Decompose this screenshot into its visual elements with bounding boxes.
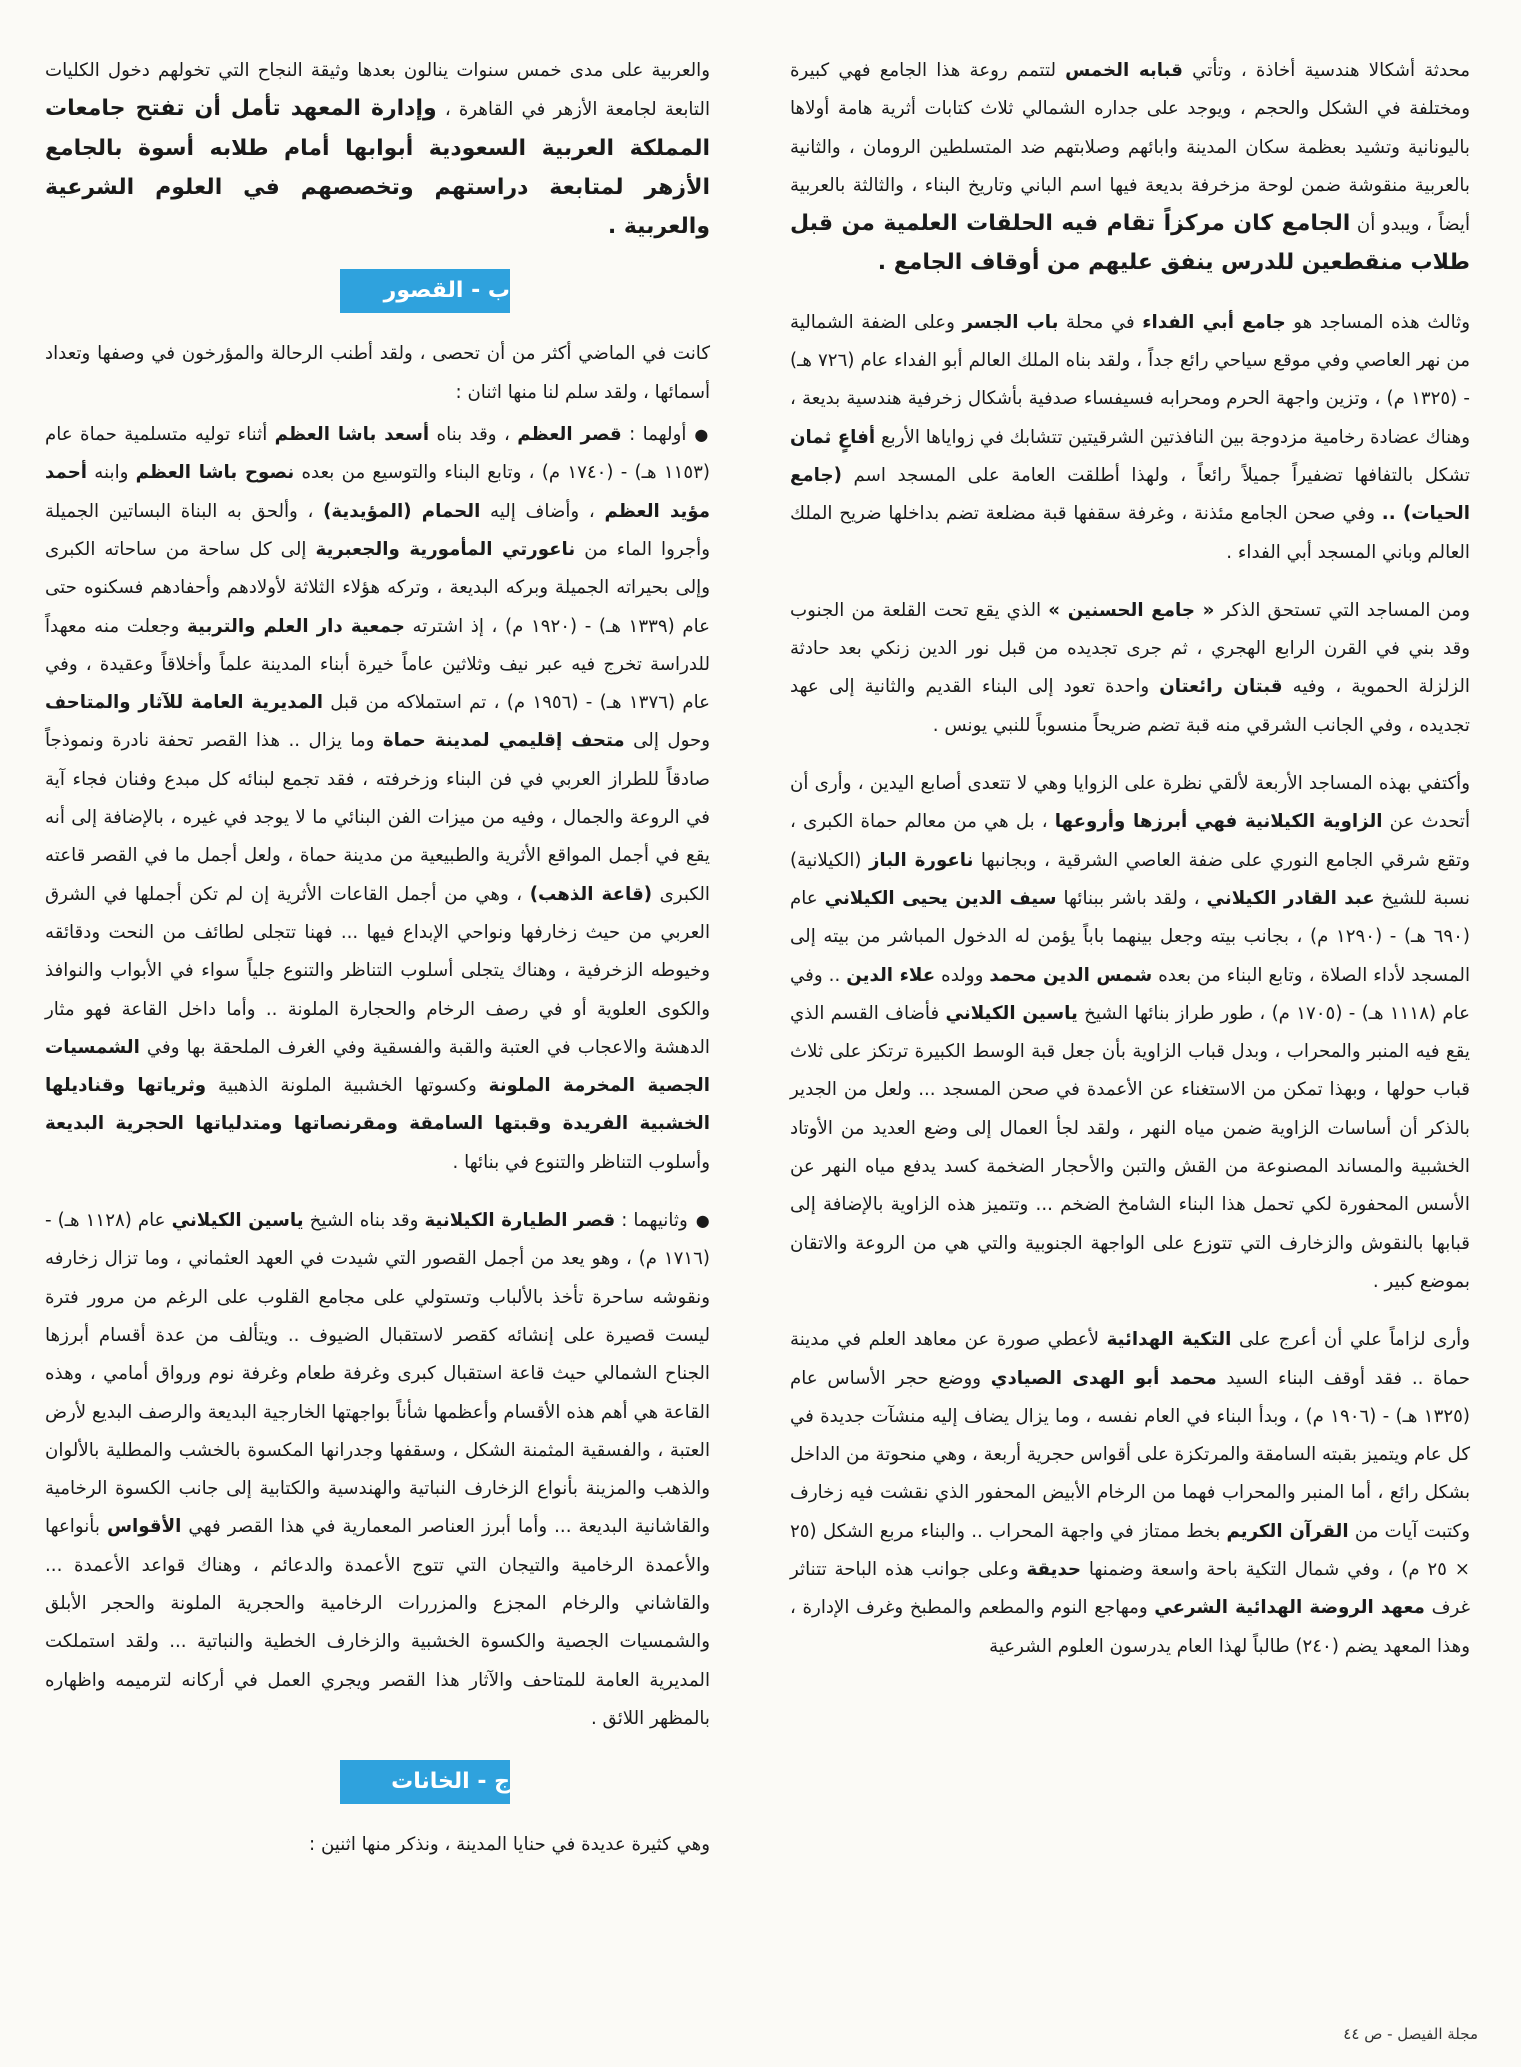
paragraph-kilaniya-zawiya: وأكتفي بهذه المساجد الأربعة لألقي نظرة على الزوايا وهي لا تتعدى أصابع اليدين ، وأرى أن أتحدث عن الزاوية الكيلانية فهي أبرزها وأروعها ، بل هي من معالم حماة الكبرى ، وتقع شرقي الجامع النوري على ضفة العاصي الشرقية ، وبجانبها ناعورة الباز (الكيلانية) نسبة للشيخ عبد القادر الكيلاني ، ولقد باشر ببنائها سيف الدين يحيى الكيلاني عام (٦٩٠ هـ) - (١٢٩٠ م) ، بجانب بيته وجعل بينهما باباً يؤمن له الدخول المباشر من بيته إلى المسجد لأداء الصلاة ، وتابع البناء من بعده شمس الدين محمد وولده علاء الدين .. وفي عام (١١١٨ هـ) - (١٧٠٥ م) ، طور طراز بنائها الشيخ ياسين الكيلاني فأضاف القسم الذي يقع فيه المنبر والمحراب ، وبدل قباب الزاوية بأن جعل قبة الوسط الكبيرة ترتكز على ثلاث قباب حولها ، وبهذا تمكن من الاستغناء عن الأعمدة في صحن المسجد ... ولعل من الجدير بالذكر أن أساسات الزاوية ضمن مياه النهر ، ولقد لجأ العمال إلى وضع العديد من الأوتاد الخشبية والمساند المصنوعة من القش والتبن والأحجار الضخمة كسد يدفع مياه النهر عن الأسس المحفورة لكي تحمل هذا البناء الشامخ الضخم ... وتتميز هذه الزاوية بالإضافة إلى قبابها بالنقوش والزخارف التي تتوزع على الواجهة الجنوبية والتي هي من الروعة والاتقان بموضع كبير . (790, 773, 1471, 1292)
paragraph-abu-al-fida-mosque: وثالث هذه المساجد هو جامع أبي الفداء في محلة باب الجسر وعلى الضفة الشمالية من نهر العاصي وفي موقع سياحي رائع جداً ، ولقد بناه الملك العالم أبو الفداء عام (٧٢٦ هـ) - (١٣٢٥ م) ، وتزين واجهة الحرم ومحرابه فسيفساء صدفية بأشكال زخرفية هندسية بديعة ، وهناك عضادة رخامية مزدوجة بين النافذتين الشرقيتين تتشابك في زواياها الأربع أفاعٍ ثمان تشكل بالتفافها تضفيراً جميلاً رائعاً ، ولهذا أطلقت العامة على المسجد اسم (جامع الحيات) .. وفي صحن الجامع مئذنة ، وغرفة سقفها قبة مضلعة تضم بداخلها ضريح الملك العالم وباني المسجد أبي الفداء . (790, 311, 1471, 563)
section-heading-khans: ج - الخانات (340, 1760, 510, 1804)
paragraph-hasanayn-mosque: ومن المساجد التي تستحق الذكر « جامع الحسنين » الذي يقع تحت القلعة من الجنوب وقد بني في القرن الرابع الهجري ، ثم جرى تجديده من قبل نور الدين زنكي بعد حادثة الزلزلة الحموية ، وفيه قبتان رائعتان واحدة تعود إلى البناء القديم والثانية إلى عهد تجديده ، وفي الجانب الشرقي منه قبة تضم ضريحاً منسوباً للنبي يونس . (790, 599, 1471, 736)
paragraph-palaces-intro: كانت في الماضي أكثر من أن تحصى ، ولقد أطنب الرحالة والمؤرخون في وصفها وتعداد أسمائها ، ولقد سلم لنا منها اثنان : (45, 343, 710, 403)
paragraph-azm-palace: ● أولهما : قصر العظم ، وقد بناه أسعد باشا العظم أثناء توليه متسلمية حماة عام (١١٥٣ هـ) - (١٧٤٠ م) ، وتابع البناء والتوسيع من بعده نصوح باشا العظم وابنه أحمد مؤيد العظم ، وأضاف إليه الحمام (المؤيدية) ، وألحق به البناة البساتين الجميلة وأجروا الماء من ناعورتي المأمورية والجعبرية إلى كل ساحة من ساحاته الكبرى وإلى بحيراته الجميلة وبركه البديعة ، وتركه هؤلاء الثلاثة لأولادهم وأحفادهم فسكنوه حتى عام (١٣٣٩ هـ) - (١٩٢٠ م) ، إذ اشترته جمعية دار العلم والتربية وجعلت منه معهداً للدراسة تخرج فيه عبر نيف وثلاثين عاماً خيرة أبناء المدينة علماً وأخلاقاً وعقيدة ، وفي عام (١٣٧٦ هـ) - (١٩٥٦ م) ، تم استملاكه من قبل المديرية العامة للآثار والمتاحف وحول إلى متحف إقليمي لمدينة حماة وما يزال .. هذا القصر تحفة نادرة ونموذجاً صادقاً للطراز العربي في فن البناء وزخرفته ، فقد تجمع لبنائه كل مبدع وفنان فجاء آية في الروعة والجمال ، وفيه من ميزات الفن البنائي ما لا يوجد في غيره ، بالإضافة إلى أنه يقع في أجمل المواقع الأثرية والطبيعية من مدينة حماة ، ولعل أجمل ما في القصر قاعته الكبرى (قاعة الذهب) ، وهي من أجمل القاعات الأثرية إن لم تكن أجملها في الشرق العربي من حيث زخارفها ونواحي الإبداع فيها ... فهنا تتجلى لطائف من النحت ودقائقه وخيوطه الزخرفية ، وهناك يتجلى أسلوب التناظر والتنوع جلياً سواء في الأبواب والنوافذ والكوى العلوية أو في رصف الرخام والحجارة الملونة .. وأما داخل القاعة فهو مثار الدهشة والاعجاب في العتبة والقبة والفسقية وفي الغرف الملحقة بها وفي الشمسيات الجصية المخرمة الملونة وكسوتها الخشبية الملونة الذهبية وثرياتها وقناديلها الخشبية الفريدة وقبتها السامقة ومقرنصاتها ومتدلياتها الحجرية البديعة وأسلوب التناظر والتنوع في بنائها . (45, 416, 710, 1182)
bullet-icon (688, 1210, 710, 1231)
paragraph-khans-intro: وهي كثيرة عديدة في حنايا المدينة ، ونذكر منها اثنين : (309, 1834, 710, 1856)
paragraph-hudaiya-takiya: وأرى لزاماً علي أن أعرج على التكية الهدائية لأعطي صورة عن معاهد العلم في مدينة حماة .. فقد أوقف البناء السيد محمد أبو الهدى الصيادي ووضع حجر الأساس عام (١٣٢٥ هـ) - (١٩٠٦ م) ، وبدأ البناء في العام نفسه ، وما يزال يضاف إليه منشآت جديدة في كل عام ويتميز بقبته السامقة والمرتكزة على أقواس حجرية أربعة ، وهي منحوتة من الداخل بشكل رائع ، أما المنبر والمحراب فهما من الرخام الأبيض المحفور الذي نقشت فيه زخارف وكتبت آيات من القرآن الكريم بخط ممتاز في واجهة المحراب .. والبناء مربع الشكل (٢٥ × ٢٥ م) ، وفي شمال التكية باحة واسعة وضمنها حديقة وعلى جوانب هذه الباحة تتناثر غرف معهد الروضة الهدائية الشرعي ومهاجع النوم والمطعم والمطبخ وغرف الإدارة ، وهذا المعهد يضم (٢٤٠) طالباً لهذا العام يدرسون العلوم الشرعية (790, 1329, 1471, 1657)
paragraph-institute-continuation: والعربية على مدى خمس سنوات ينالون بعدها وثيقة النجاح التي تخولهم دخول الكليات التابعة لجامعة الأزهر في القاهرة ، وإدارة المعهد تأمل أن تفتح جامعات المملكة العربية السعودية أبوابها أمام طلابه أسوة بالجامع الأزهر لمتابعة دراستهم وتخصصهم في العلوم الشرعية والعربية . (45, 60, 711, 240)
page-footer: مجلة الفيصل - ص ٤٤ (1343, 2025, 1478, 2043)
paragraph-tayyara-palace: ● وثانيهما : قصر الطيارة الكيلانية وقد بناه الشيخ ياسين الكيلاني عام (١١٢٨ هـ) - (١٧١٦ م) ، وهو يعد من أجمل القصور التي شيدت في العهد العثماني ، وما تزال زخارفه ونقوشه ساحرة تأخذ بالألباب وتستولي على مجامع القلوب على الرغم من مرور فترة ليست قصيرة على إنشائه كقصر لاستقبال الضيوف .. ويتألف من عدة أقسام أبرزها الجناح الشمالي حيث قاعة استقبال كبرى وغرفة طعام وغرفة نوم ورواق أمامي ، وهذه القاعة هي أهم هذه الأقسام وأعظمها شأناً بواجهتها الخارجية البديعة والرصف البديع لأرض العتبة ، والفسقية المثمنة الشكل ، وسقفها وجدرانها المكسوة بالخشب والمطلية بالألوان والذهب والمزينة بأنواع الزخارف النباتية والهندسية والكتابية إلى جانب الكسوة الرخامية والقاشانية البديعة ... وأما أبرز العناصر المعمارية في هذا القصر فهي الأقواس بأنواعها والأعمدة الرخامية والتيجان التي تتوج الأعمدة والدعائم ، وهناك قواعد الأعمدة ... والقاشاني والرخام المجزع والمزررات الرخامية والحجرية الملونة والحجر الأبلق والشمسيات الجصية والكسوة الخشبية والزخارف الخطية والنباتية ... ولقد استملكت المديرية العامة للمتاحف والآثار هذا القصر ويجري العمل في أركانه لترميمه واظهاره بالمظهر اللائق . (45, 1202, 710, 1738)
right-column (790, 52, 1470, 1686)
left-column (45, 52, 710, 1868)
paragraph-mosque-domes: محدثة أشكالا هندسية أخاذة ، وتأتي قبابه الخمس لتتمم روعة هذا الجامع فهي كبيرة ومختلفة في الشكل والحجم ، ويوجد على جداره الشمالي ثلاث كتابات أثرية هامة أولاها باليونانية وتشيد بعظمة سكان المدينة وابائهم وصلابتهم ضد المتسلطين الرومان ، والثانية بالعربية منقوشة ضمن لوحة مزخرفة بديعة فيها اسم الباني وتاريخ البناء ، والثالثة بالعربية أيضاً ، ويبدو أن الجامع كان مركزاً تقام فيه الحلقات العلمية من قبل طلاب منقطعين للدرس ينفق عليهم من أوقاف الجامع . (790, 60, 1471, 276)
bullet-icon (686, 424, 710, 445)
section-heading-palaces: ب - القصور (340, 269, 510, 313)
